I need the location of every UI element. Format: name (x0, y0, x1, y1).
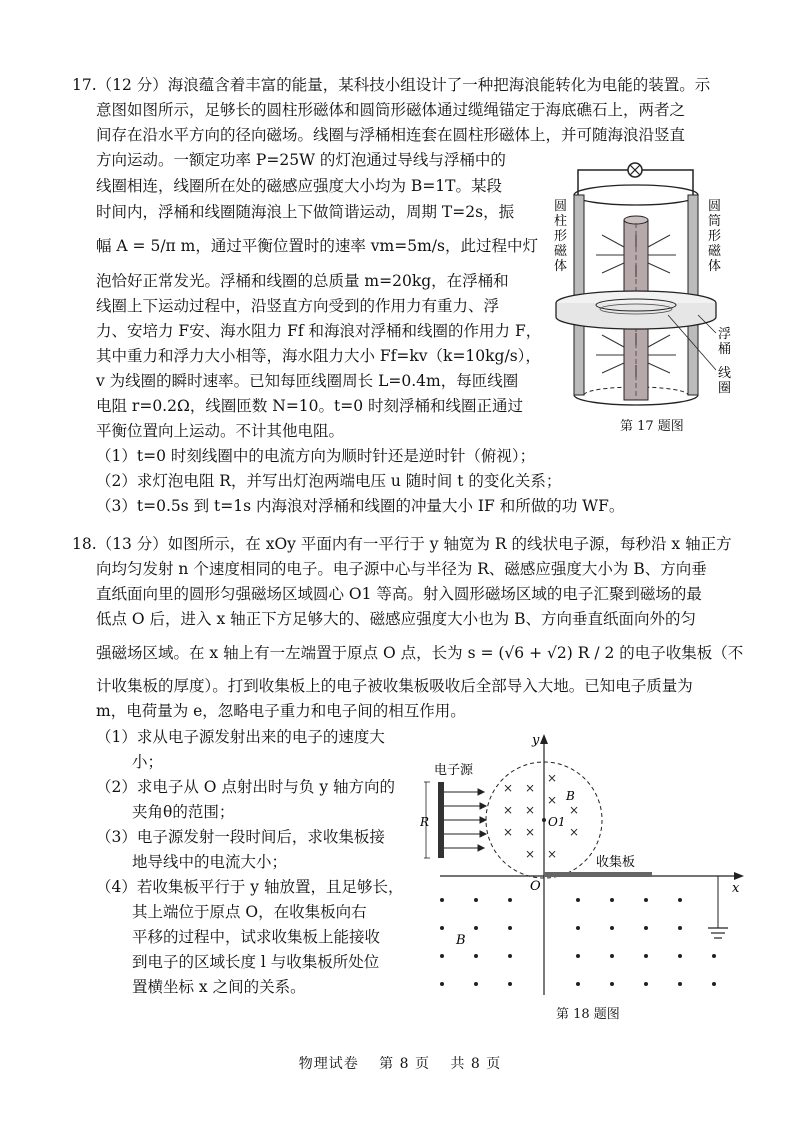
q17-sub-question: （2）求灯泡电阻 R，并写出灯泡两端电压 u 随时间 t 的变化关系； (96, 472, 562, 490)
figure-17-caption: 第 17 题图 (620, 419, 684, 434)
source-label: 电子源 (434, 763, 474, 778)
axis-x-label: x (732, 881, 740, 896)
figure-17 (548, 155, 738, 415)
ground-icon (708, 928, 728, 938)
svg-text:×: × (524, 803, 536, 817)
q18-sub-question-1-cont: 小； (132, 753, 164, 771)
q17-line: v 为线圈的瞬时速率。已知每匝线圈周长 L=0.4m，每匝线圈 (96, 372, 519, 390)
figure-18-caption: 第 18 题图 (556, 1007, 620, 1022)
q18-sub-question-1: （1）求从电子源发射出来的电子的速度大 (96, 728, 385, 746)
svg-text:×: × (546, 793, 558, 807)
label-float-2: 桶 (718, 342, 732, 357)
width-label: R (420, 815, 430, 829)
figure-18 (420, 730, 750, 1000)
y-axis-arrow-icon (540, 734, 548, 744)
q17-sub-question: （1）t=0 时刻线圈中的电流方向为顺时针还是逆时针（俯视）； (96, 447, 536, 465)
label-tube-magnet-1: 圆 (708, 199, 722, 214)
q17-sub-question: （3）t=0.5s 到 t=1s 内海浪对浮桶和线圈的冲量大小 IF 和所做的功 WF。 (96, 497, 625, 515)
q17-line: 平衡位置向上运动。不计其他电阻。 (96, 422, 345, 440)
q18-sub-question-2-cont: 夹角θ的范围； (132, 803, 235, 821)
q17-line: 意图如图所示，足够长的圆柱形磁体和圆筒形磁体通过缆绳锚定于海底礁石上，两者之 (96, 101, 686, 119)
q17-line: 泡恰好正常发光。浮桶和线圈的总质量 m=20kg，在浮桶和 (96, 272, 509, 290)
q17-line: 时间内，浮桶和线圈随海浪上下做简谐运动，周期 T=2s，振 (96, 203, 515, 221)
q18-sub-question-4-cont: 平移的过程中，试求收集板上能接收 (132, 928, 381, 946)
field-label: B (566, 789, 575, 803)
collector-plate (544, 872, 652, 877)
label-tube-magnet-4: 磁 (708, 244, 722, 259)
label-tube-magnet-2: 筒 (708, 214, 722, 229)
q17-line: 17.（12 分）海浪蕴含着丰富的能量，某科技小组设计了一种把海浪能转化为电能的装置。示 (72, 76, 711, 94)
label-float-1: 浮 (718, 327, 732, 342)
q18-sub-question-4-cont: 到电子的区域长度 l 与收集板所处位 (132, 953, 380, 971)
q18-sub-question-3-cont: 地导线中的电流大小； (132, 853, 288, 871)
origin-label: O (530, 879, 541, 894)
q18-line: 强磁场区域。在 x 轴上有一左端置于原点 O 点，长为 s = (√6 + √2) R / 2 的电子收集板（不 (96, 644, 744, 662)
q17-line: 间存在沿水平方向的径向磁场。线圈与浮桶相连套在圆柱形磁体上，并可随海浪沿竖直 (96, 126, 686, 144)
svg-text:×: × (502, 825, 514, 839)
label-cylinder-magnet-4: 磁 (554, 244, 568, 259)
svg-text:×: × (568, 825, 580, 839)
label-coil-2: 圈 (718, 381, 732, 396)
svg-text:×: × (524, 825, 536, 839)
q17-line: 线圈相连，线圈所在处的磁感应强度大小均为 B=1T。某段 (96, 177, 503, 195)
axis-y-label: y (532, 733, 540, 748)
q18-line: 18.（13 分）如图所示，在 xOy 平面内有一平行于 y 轴宽为 R 的线状电子源，每秒沿 x 轴正方 (72, 535, 732, 553)
svg-text:×: × (502, 803, 514, 817)
svg-text:×: × (524, 781, 536, 795)
q18-line: 向均匀发射 n 个速度相同的电子。电子源中心与半径为 R、磁感应强度大小为 B、方向垂 (96, 560, 707, 578)
lower-field-label: B (456, 933, 466, 948)
q17-line: 线圈上下运动过程中，沿竖直方向受到的作用力有重力、浮 (96, 297, 500, 315)
svg-text:×: × (568, 803, 580, 817)
q18-line: 计收集板的厚度）。打到收集板上的电子被收集板吸收后全部导入大地。已知电子质量为 (96, 677, 693, 695)
label-cylinder-magnet-2: 柱 (554, 214, 568, 229)
electron-source (438, 782, 444, 858)
plate-label: 收集板 (596, 855, 636, 870)
center-label: O1 (548, 815, 566, 829)
q17-line: 幅 A = 5/π m，通过平衡位置时的速率 vm=5m/s，此过程中灯 (96, 237, 538, 255)
q17-line: 其中重力和浮力大小相等，海水阻力大小 Ff=kv（k=10kg/s）， (96, 347, 541, 365)
label-coil-1: 线 (718, 366, 732, 381)
q18-line: 直纸面向里的圆形匀强磁场区域圆心 O1 等高。射入圆形磁场区域的电子汇聚到磁场的最 (96, 585, 702, 603)
q17-line: 力、安培力 F安、海水阻力 Ff 和海浪对浮桶和线圈的作用力 F， (96, 322, 542, 340)
q18-line: m，电荷量为 e，忽略电子重力和电子间的相互作用。 (96, 702, 466, 720)
q18-sub-question-3: （3）电子源发射一段时间后，求收集板接 (96, 828, 385, 846)
label-tube-magnet-3: 形 (708, 229, 722, 244)
svg-text:×: × (546, 847, 558, 861)
label-tube-magnet-5: 体 (708, 259, 722, 274)
label-cylinder-magnet-5: 体 (554, 259, 568, 274)
q18-line: 低点 O 后，进入 x 轴正下方足够大的、磁感应强度大小也为 B、方向垂直纸面向外的匀 (96, 610, 696, 628)
page-footer: 物理试卷 第 8 页 共 8 页 (298, 1056, 502, 1072)
q18-sub-question-2: （2）求电子从 O 点射出时与负 y 轴方向的 (96, 778, 396, 796)
q18-sub-question-4-cont: 其上端位于原点 O，在收集板向右 (132, 903, 367, 921)
lamp-icon (628, 163, 642, 177)
label-cylinder-magnet-1: 圆 (554, 199, 568, 214)
q18-sub-question-4-cont: 置横坐标 x 之间的关系。 (132, 978, 306, 996)
x-axis-arrow-icon (734, 872, 744, 880)
q17-line: 电阻 r=0.2Ω，线圈匝数 N=10。t=0 时刻浮桶和线圈正通过 (96, 397, 524, 415)
svg-text:×: × (502, 781, 514, 795)
q17-line: 方向运动。一额定功率 P=25W 的灯泡通过导线与浮桶中的 (96, 151, 506, 169)
q18-sub-question-4: （4）若收集板平行于 y 轴放置，且足够长， (96, 878, 404, 896)
label-cylinder-magnet-3: 形 (554, 229, 568, 244)
svg-text:×: × (546, 771, 558, 785)
svg-text:×: × (524, 847, 536, 861)
